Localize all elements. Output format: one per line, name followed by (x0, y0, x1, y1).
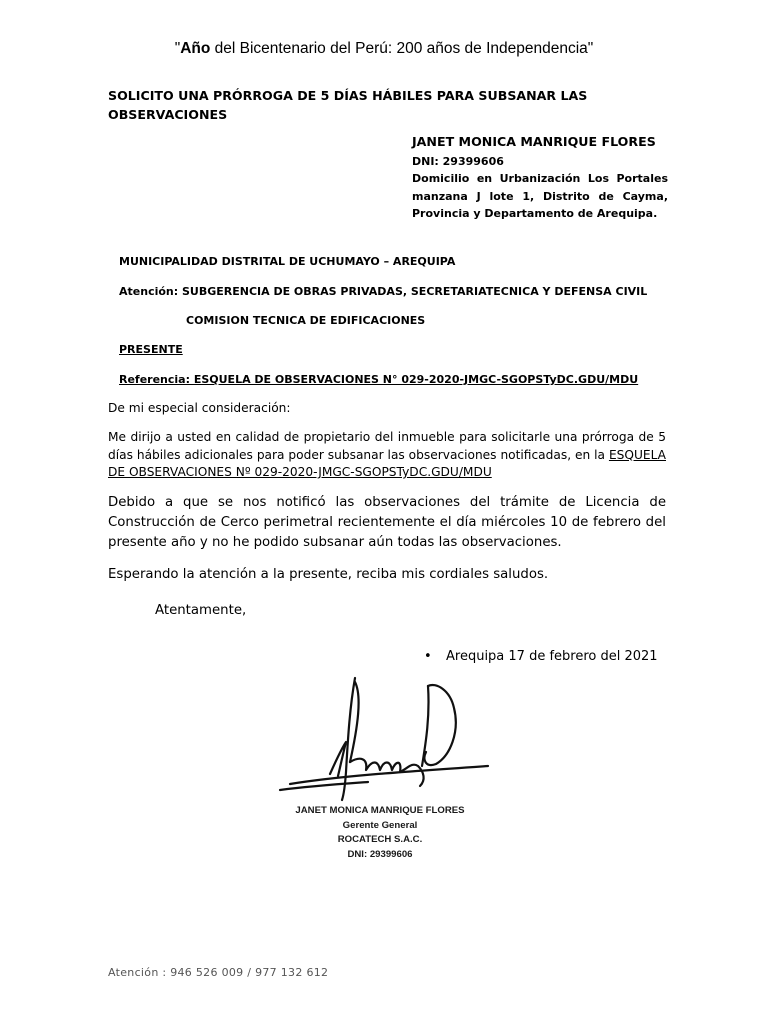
recipient-attention: Atención: SUBGERENCIA DE OBRAS PRIVADAS, SECRETARIATECNICA Y DEFENSA CIVIL (119, 285, 648, 298)
signature-block (250, 676, 510, 866)
bullet-glyph: • (424, 649, 432, 664)
stamp-dni: DNI: 29399606 (347, 848, 413, 860)
reference-line: Referencia: ESQUELA DE OBSERVACIONES N° 029-2020-JMGC-SGOPSTyDC.GDU/MDU (119, 373, 639, 386)
contact-footer: Atención : 946 526 009 / 977 132 612 (108, 966, 329, 979)
date-text: Arequipa 17 de febrero del 2021 (446, 649, 658, 664)
motto-rest: del Bicentenario del Perú: 200 años de Independencia" (210, 40, 594, 57)
request-text: Me dirijo a usted en calidad de propietario del inmueble para solicitarle una prórroga de 5 días hábiles adicionales para poder subsanar las observaciones notificadas, en la (108, 430, 666, 462)
petition-subject: SOLICITO UNA PRÓRROGA DE 5 DÍAS HÁBILES PARA SUBSANAR LAS OBSERVACIONES (108, 88, 588, 122)
sender-block (412, 134, 668, 223)
recipient-institution: MUNICIPALIDAD DISTRITAL DE UCHUMAYO – AREQUIPA (119, 255, 456, 268)
motto-year-word: Año (180, 40, 211, 57)
reason-paragraph: Debido a que se nos notificó las observaciones del trámite de Licencia de Construcción de Cerco perimetral recientemente el día miércoles 10 de febrero del presente año y no he podido subsanar aún todas las observaciones. (108, 495, 666, 550)
stamp-company: ROCATECH S.A.C. (337, 834, 423, 845)
motto-quote: " (174, 40, 181, 57)
presente-label: PRESENTE (119, 343, 183, 356)
stamp-name: JANET MONICA MANRIQUE FLORES (295, 805, 465, 816)
recipient-commission: COMISION TECNICA DE EDIFICACIONES (186, 314, 426, 327)
stamp-role: Gerente General (342, 819, 418, 831)
request-paragraph (108, 429, 666, 482)
closing-salutation: Atentamente, (155, 603, 247, 618)
sender-dni: DNI: 29399606 (412, 155, 504, 168)
date-line (424, 649, 658, 664)
sender-name: JANET MONICA MANRIQUE FLORES (412, 134, 656, 149)
sender-address: Domicilio en Urbanización Los Portales manzana J lote 1, Distrito de Cayma, Provincia y Departamento de Arequipa. (412, 172, 668, 220)
handwritten-signature (250, 676, 510, 806)
signature-stamp (250, 804, 510, 862)
year-motto-header (0, 40, 768, 58)
request-reference: ESQUELA DE OBSERVACIONES Nº 029-2020-JMGC-SGOPSTyDC.GDU/MDU (108, 447, 666, 479)
greeting: De mi especial consideración: (108, 401, 291, 415)
closing-paragraph: Esperando la atención a la presente, reciba mis cordiales saludos. (108, 567, 549, 582)
